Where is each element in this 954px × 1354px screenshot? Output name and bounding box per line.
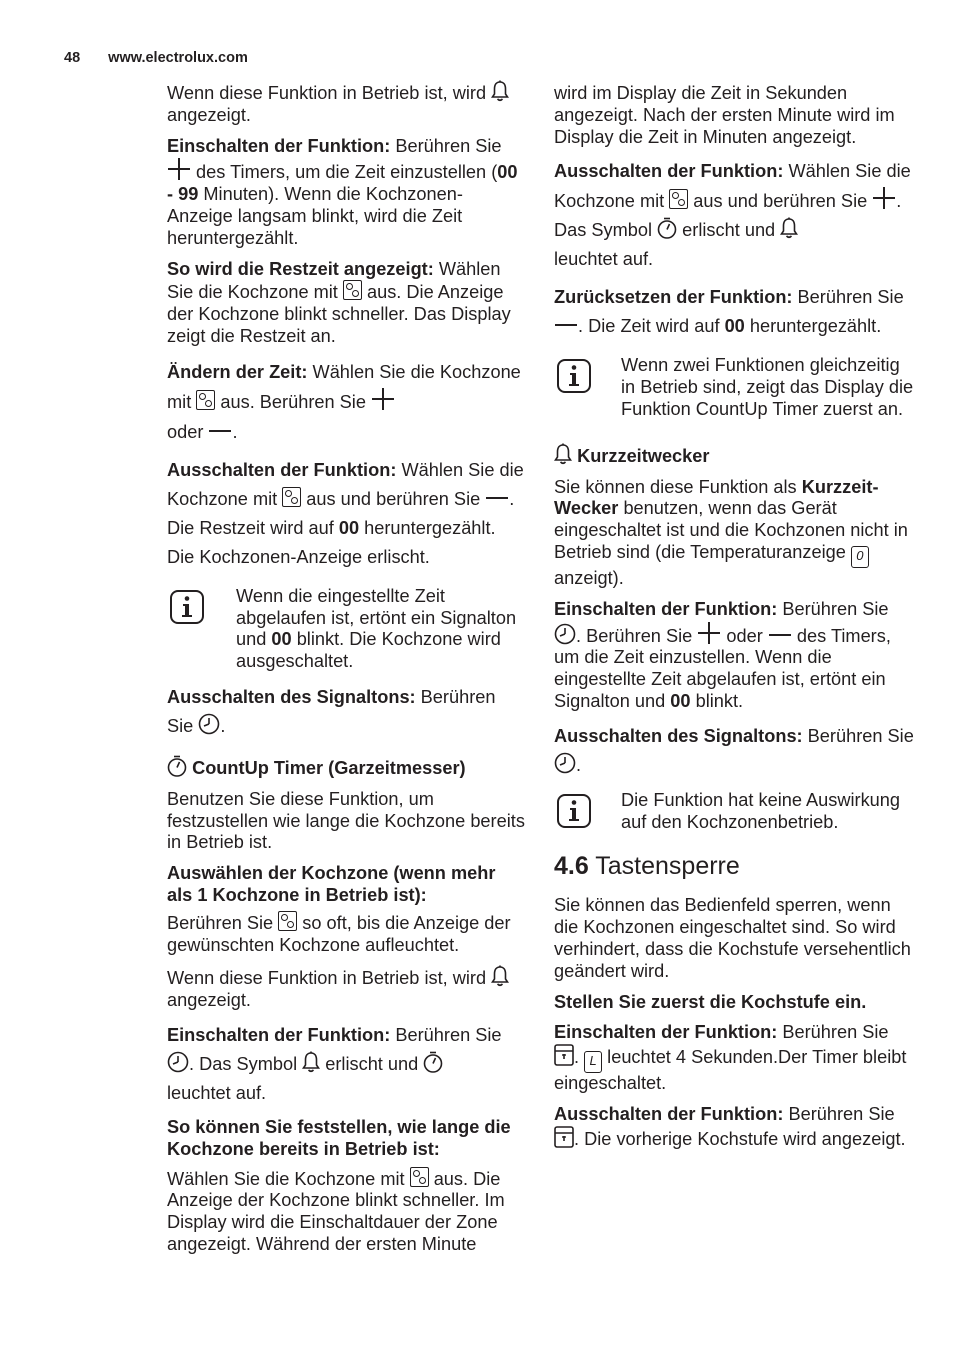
bell-icon [554, 443, 572, 465]
left-column [167, 80, 525, 1265]
paragraph: Einschalten der Funktion: Berühren Sie . Berühren Sie oder des Timers, um die Zeit einzustellen. Wenn die eingestellte Zeit abgelaufen ist, ertönt ein Signalton und 00 blinkt. [554, 598, 891, 711]
paragraph: Berühren Sie so oft, bis die Anzeige der gewünschten Kochzone aufleuchtet. [167, 912, 511, 955]
right-column [554, 83, 914, 1160]
lock-key-icon [554, 1044, 574, 1066]
paragraph: Einschalten der Funktion: Berühren Sie . Das Symbol erlischt und leuchtet auf. [167, 1024, 502, 1103]
paragraph: Ausschalten der Funktion: Berühren Sie . Die vorherige Kochstufe wird angezeigt. [554, 1103, 906, 1149]
minus-icon [554, 321, 578, 335]
temperature-display-icon: 0 [851, 546, 869, 568]
paragraph: Wenn diese Funktion in Betrieb ist, wird angezeigt. [167, 80, 525, 127]
lock-display-icon: L [584, 1051, 602, 1073]
info-icon [170, 590, 204, 624]
subheading: Stellen Sie zuerst die Kochstufe ein. [554, 991, 867, 1012]
minus-icon [208, 427, 232, 441]
paragraph: Einschalten der Funktion: Berühren Sie des Timers, um die Zeit einzustellen (00 - 99 Minuten). Wenn die Kochzonen-Anzeige langsam blinkt, wird die Zeit heruntergezählt. [167, 135, 518, 248]
page-number: 48 [64, 50, 81, 66]
bell-icon [302, 1051, 320, 1073]
paragraph: Ausschalten der Funktion: Wählen Sie die Kochzone mit aus und berühren Sie . Das Symbol erlischt und leuchtet auf. [554, 161, 911, 270]
plus-icon [697, 621, 721, 645]
paragraph: Wenn diese Funktion in Betrieb ist, wird angezeigt. [167, 965, 525, 1012]
stopwatch-icon [167, 755, 187, 777]
paragraph: Ausschalten des Signaltons: Berühren Sie . [554, 725, 914, 775]
bell-icon [491, 965, 509, 987]
kurzzeitwecker-title: Kurzzeitwecker [577, 445, 710, 466]
paragraph: Ändern der Zeit: Wählen Sie die Kochzone mit aus. Berühren Sie oder . [167, 361, 521, 442]
stopwatch-icon [423, 1051, 443, 1073]
timer-icon [554, 623, 576, 645]
timer-icon [167, 1051, 189, 1073]
paragraph: Einschalten der Funktion: Berühren Sie . L leuchtet 4 Sekunden.Der Timer bleibt eingeschaltet. [554, 1022, 907, 1094]
bell-icon [491, 80, 509, 102]
plus-icon [872, 186, 896, 210]
subheading: Auswählen der Kochzone (wenn mehr als 1 Kochzone in Betrieb ist): [167, 863, 496, 905]
section-number: 4.6 [554, 852, 589, 881]
timer-icon [198, 713, 220, 735]
countup-title: CountUp Timer (Garzeitmesser) [192, 757, 466, 778]
minus-icon [768, 631, 792, 645]
stopwatch-icon [657, 217, 677, 239]
minus-icon [485, 494, 509, 508]
website: www.electrolux.com [108, 50, 248, 66]
page-header [64, 50, 248, 66]
paragraph: Ausschalten der Funktion: Wählen Sie die Kochzone mit aus und berühren Sie . Die Restzeit wird auf 00 heruntergezählt. Die Kochzonen-Anzeige erlischt. [167, 459, 524, 567]
info-text: Wenn die eingestellte Zeit abgelaufen ist, ertönt ein Signalton und 00 blinkt. Die Kochzone wird ausgeschaltet. [236, 585, 517, 672]
cooking-zone-icon [343, 280, 362, 300]
info-text: Wenn zwei Funktionen gleichzeitig in Betrieb sind, zeigt das Display die Funktion CountUp Timer zuerst an. [621, 355, 914, 419]
section-title: Tastensperre [595, 852, 740, 881]
info-text: Die Funktion hat keine Auswirkung auf den Kochzonenbetrieb. [621, 789, 901, 832]
timer-icon [554, 752, 576, 774]
bell-icon [780, 217, 798, 239]
kurzzeitwecker-section: Kurzzeitwecker Sie können diese Funktion als Kurzzeit-Wecker benutzen, wenn das Gerät eingeschaltet ist und die Kochzonen nicht in Betrieb sind (die Temperaturanzeige 0 anzeigt). [554, 443, 914, 590]
section-heading [554, 851, 914, 881]
countup-section [167, 755, 525, 854]
cooking-zone-icon [196, 390, 215, 410]
paragraph: Ausschalten des Signaltons: Berühren Sie . [167, 686, 496, 736]
info-note [167, 586, 525, 673]
info-icon [557, 794, 591, 828]
cooking-zone-icon [278, 911, 297, 931]
lock-key-icon [554, 1126, 574, 1148]
subheading: So können Sie feststellen, wie lange die Kochzone bereits in Betrieb ist: [167, 1116, 511, 1159]
cooking-zone-icon [282, 487, 301, 507]
info-icon [557, 359, 591, 393]
plus-icon [371, 387, 395, 411]
countup-text: Benutzen Sie diese Funktion, um festzustellen wie lange die Kochzone bereits in Betrieb ist. [167, 788, 525, 853]
cooking-zone-icon [410, 1167, 429, 1187]
paragraph: Sie können das Bedienfeld sperren, wenn die Kochzonen eingeschaltet sind. So wird verhindert, dass die Kochstufe versehentlich geändert wird. [554, 895, 911, 981]
plus-icon [167, 157, 191, 181]
paragraph: So wird die Restzeit angezeigt: Wählen Sie die Kochzone mit aus. Die Anzeige der Kochzone blinkt schneller. Das Display zeigt die Restzeit an. [167, 258, 511, 346]
paragraph: Zurücksetzen der Funktion: Berühren Sie . Die Zeit wird auf 00 heruntergezählt. [554, 287, 904, 337]
paragraph: wird im Display die Zeit in Sekunden angezeigt. Nach der ersten Minute wird im Display die Zeit in Minuten angezeigt. [554, 83, 895, 147]
paragraph: Wählen Sie die Kochzone mit aus. Die Anzeige der Kochzone blinkt schneller. Im Display wird die Einschaltdauer der Zone angezeigt. Während der ersten Minute [167, 1168, 505, 1254]
cooking-zone-icon [669, 189, 688, 209]
info-note [554, 355, 914, 420]
info-note [554, 790, 914, 834]
